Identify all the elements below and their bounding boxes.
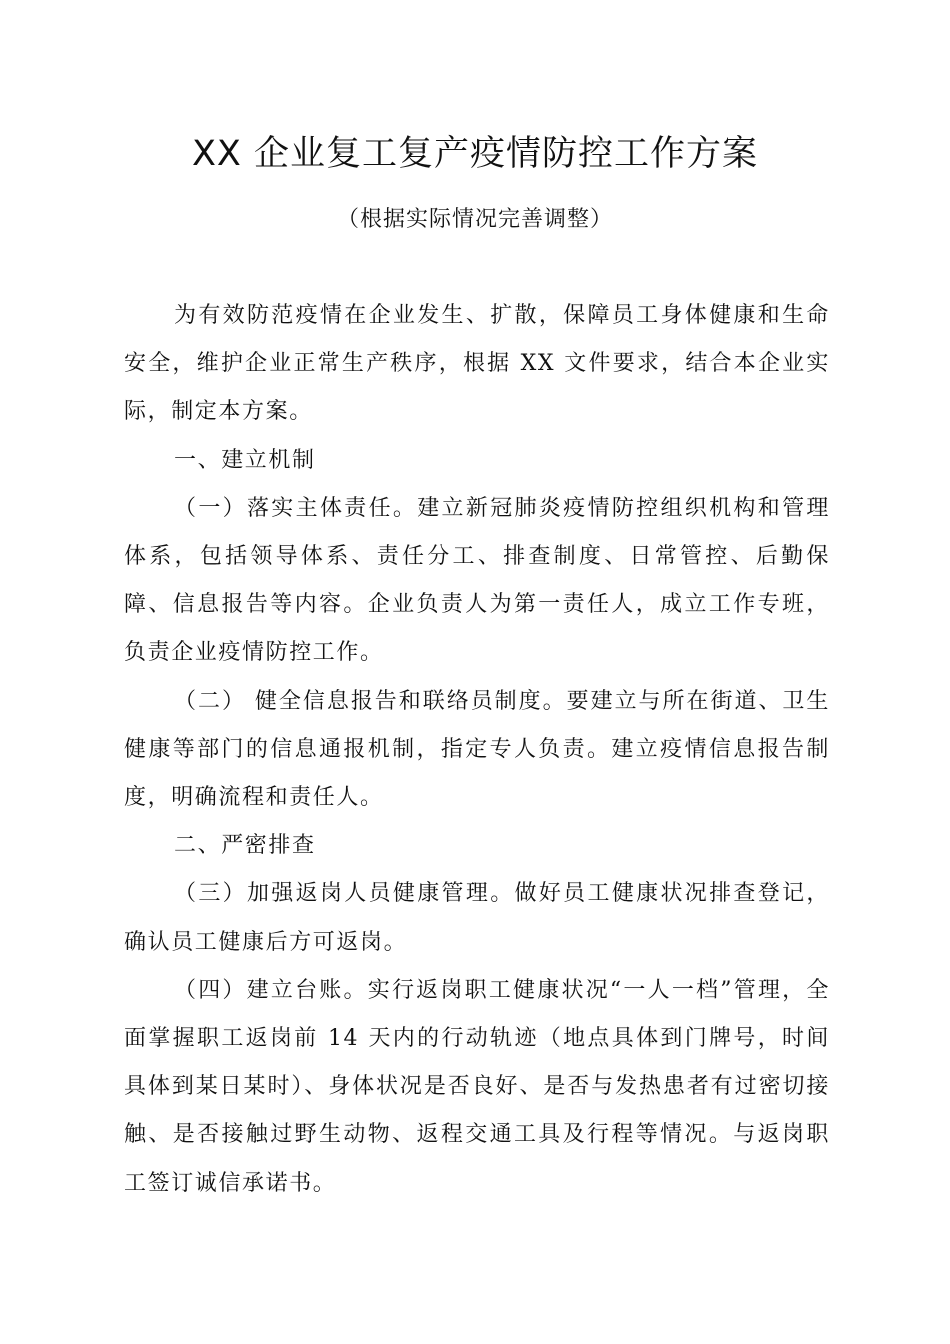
section-2-paragraph-2: （四）建立台账。实行返岗职工健康状况“一人一档”管理，全面掌握职工返岗前 14 天内的行动轨迹（地点具体到门牌号，时间具体到某日某时）、身体状况是否良好、是否与发热患者有过密切接触、是否接触过野生动物、返程交通工具及行程等情况。与返岗职工签订诚信承诺书。 bbox=[124, 977, 830, 1196]
document-body bbox=[124, 292, 830, 1208]
section-1-paragraph-1: （一）落实主体责任。建立新冠肺炎疫情防控组织机构和管理体系，包括领导体系、责任分工、排查制度、日常管控、后勤保障、信息报告等内容。企业负责人为第一责任人，成立工作专班，负责企业疫情防控工作。 bbox=[124, 495, 830, 666]
section-2-paragraph-1: （三）加强返岗人员健康管理。做好员工健康状况排查登记，确认员工健康后方可返岗。 bbox=[124, 881, 830, 955]
section-heading-2: 二、严密排查 bbox=[174, 833, 316, 859]
section-1-paragraph-2: （二） 健全信息报告和联络员制度。要建立与所在街道、卫生健康等部门的信息通报机制，指定专人负责。建立疫情信息报告制度，明确流程和责任人。 bbox=[124, 688, 830, 811]
section-heading-1: 一、建立机制 bbox=[174, 447, 316, 473]
document-subtitle: （根据实际情况完善调整） bbox=[336, 207, 613, 232]
document-title: XX 企业复工复产疫情防控工作方案 bbox=[191, 134, 759, 174]
intro-paragraph: 为有效防范疫情在企业发生、扩散，保障员工身体健康和生命安全，维护企业正常生产秩序，根据 XX 文件要求，结合本企业实际，制定本方案。 bbox=[124, 303, 830, 425]
